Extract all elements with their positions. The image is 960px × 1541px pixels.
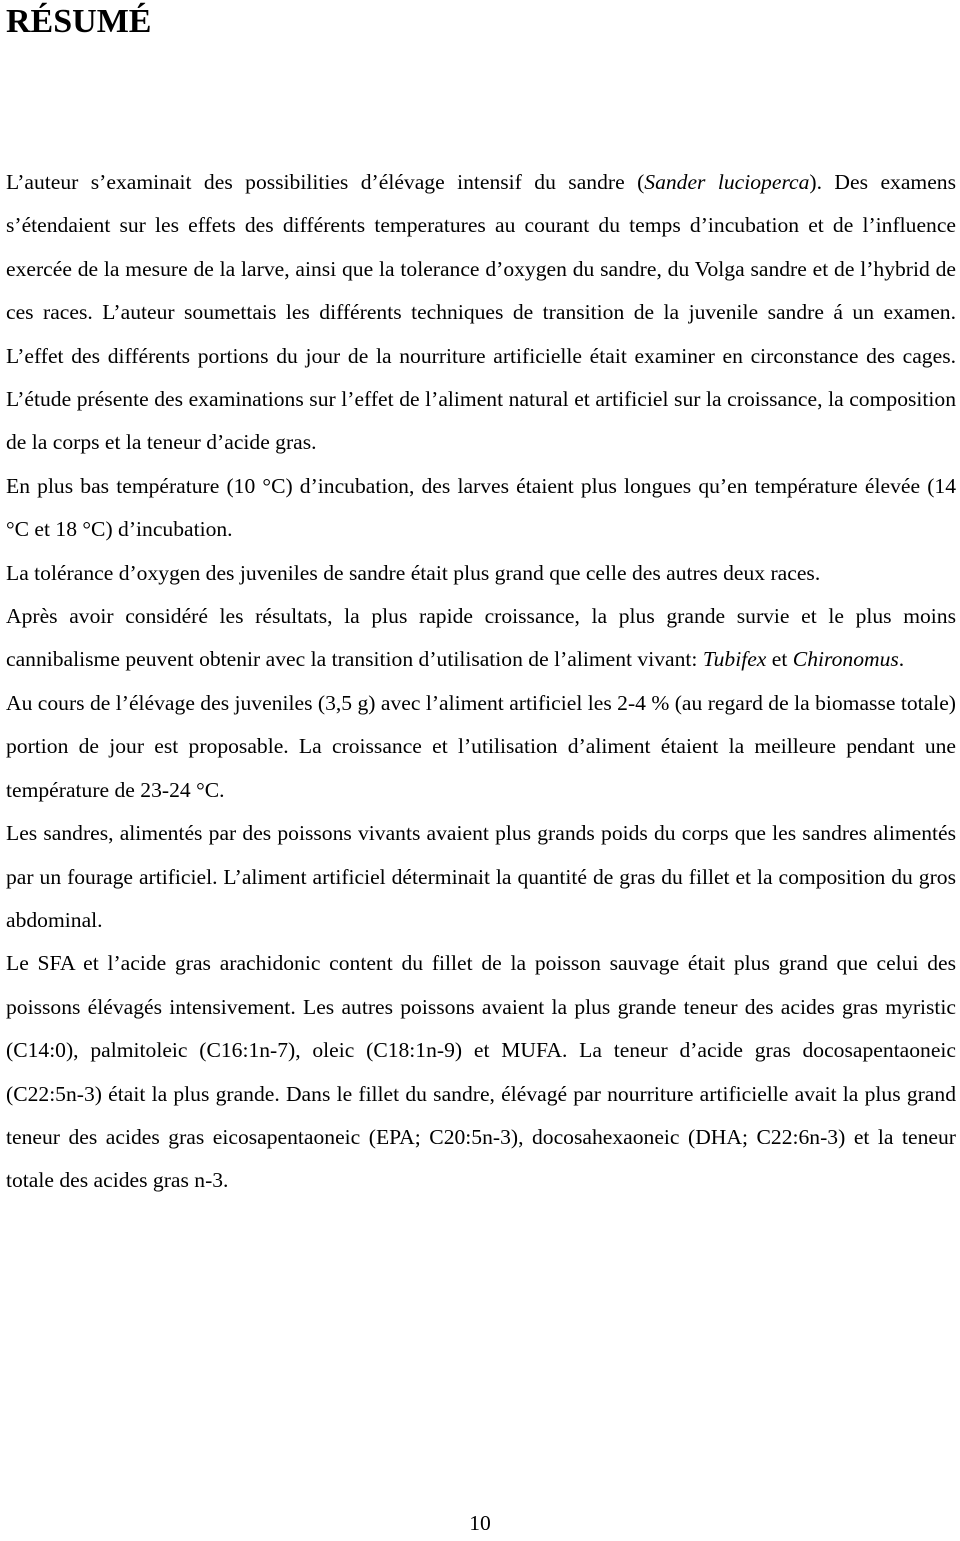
paragraph-oxygen-tolerance: La tolérance d’oxygen des juveniles de sandre était plus grand que celle des autres deux races.: [6, 560, 821, 585]
paragraph-intro-rest: ). Des examens s’étendaient sur les effets des différents temperatures au courant du temps d’incubation et de l’influence exercée de la mesure de la larve, ainsi que la tolerance d’oxygen du sandre, du Volga sandre et de l’hybrid de ces races. L’auteur soumettais les différents techniques de transition de la juvenile sandre á un examen. L’effet des différents portions du jour de la nourriture artificielle était examiner en circonstance des cages. L’étude présente des examinations sur l’effet de l’aliment natural et artificiel sur la croissance, la composition de la corps et la teneur d’acide gras.: [6, 170, 956, 455]
paragraph-body-weight: Les sandres, alimentés par des poissons vivants avaient plus grands poids du corps que les sandres alimentés par un fourage artificiel. L’aliment artificiel déterminait la quantité de gras du fillet et la composition du gros abdominal.: [6, 821, 956, 932]
conjunction: et: [766, 647, 793, 672]
page-number: 10: [469, 1511, 491, 1535]
genus-chironomus: Chironomus: [792, 647, 899, 672]
paragraph-transition-text: Après avoir considéré les résultats, la plus rapide croissance, la plus grande survie et le plus moins cannibalisme peuvent obtenir avec la transition d’utilisation de l’aliment vivant:: [6, 604, 956, 672]
page-title: RÉSUMÉ: [6, 3, 152, 40]
paragraph-transition: [6, 595, 956, 682]
species-name: Sander lucioperca: [644, 170, 810, 194]
paragraph-intro: [6, 161, 956, 465]
paragraph-incubation: En plus bas température (10 °C) d’incubation, des larves étaient plus longues qu’en température élevée (14 °C et 18 °C) d’incubation.: [6, 473, 956, 542]
sentence-end: .: [898, 647, 905, 672]
genus-tubifex: Tubifex: [702, 647, 767, 672]
paragraph-feeding: Au cours de l’élévage des juveniles (3,5 g) avec l’aliment artificiel les 2-4 % (au regard de la biomasse totale) portion de jour est proposable. La croissance et l’utilisation d’aliment étaient la meilleure pendant une température de 23-24 °C.: [6, 690, 956, 802]
paragraph-intro-start: L’auteur s’examinait des possibilities d’élévage intensif du sandre (: [6, 170, 645, 194]
summary-body: [6, 161, 956, 1203]
paragraph-fatty-acids: Le SFA et l’acide gras arachidonic content du fillet de la poisson sauvage était plus grand que celui des poissons élévagés intensivement. Les autres poissons avaient la plus grande teneur des acides gras myristic (C14:0), palmitoleic (C16:1n-7), oleic (C18:1n-9) et MUFA. La teneur d’acide gras docosapentaoneic (C22:5n-3) était la plus grande. Dans le fillet du sandre, élévagé par nourriture artificielle avait la plus grand teneur des acides gras eicosapentaoneic (EPA; C20:5n-3), docosahexaoneic (DHA; C22:6n-3) et la teneur totale des acides gras n-3.: [6, 951, 956, 1193]
